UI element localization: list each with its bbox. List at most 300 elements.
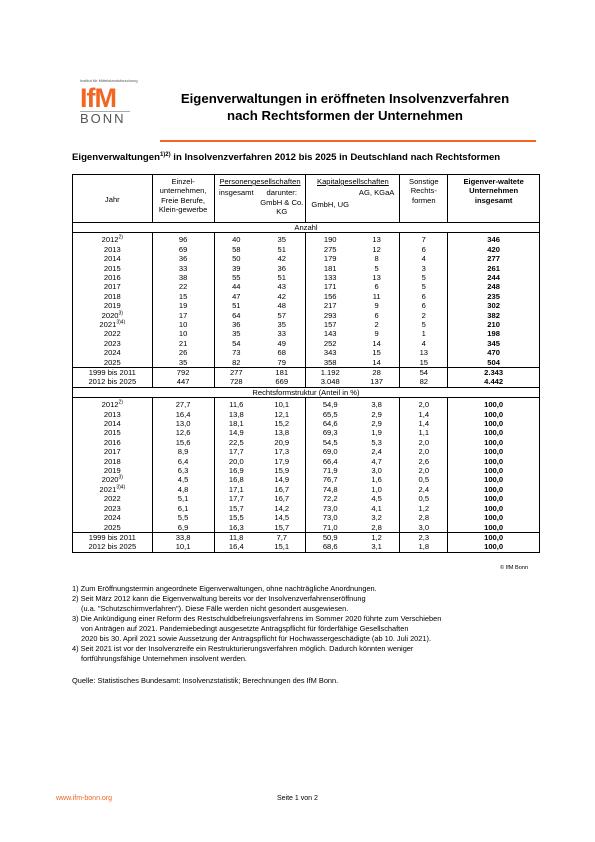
cell-sonstige: 2,8 bbox=[400, 513, 448, 522]
table-row bbox=[73, 494, 540, 503]
footnote: 3) Die Ankündigung einer Reform des Restschuldbefreiungsverfahrens im Sommer 2020 führte zum Verschieben bbox=[72, 614, 442, 623]
cell-personen-gmbh-co: 14,9 bbox=[258, 475, 306, 484]
cell-einzel: 22 bbox=[152, 282, 214, 291]
cell-kapital-gmbh-ug: 71,0 bbox=[322, 522, 338, 532]
footnote: 1) Zum Eröffnungstermin angeordnete Eigenverwaltungen, ohne nachträgliche Anordnungen. bbox=[72, 584, 377, 593]
cell-kapital-ag-kgaa: 1,6 bbox=[354, 475, 400, 484]
cell-personen-insgesamt: 728 bbox=[214, 377, 258, 387]
year-cell: 1999 bis 2011 bbox=[73, 368, 153, 378]
cell-total: 504 bbox=[448, 358, 540, 368]
table-row bbox=[73, 447, 540, 456]
cell-kapital-ag-kgaa: 3,0 bbox=[354, 466, 400, 475]
cell-kapital-gmbh-ug: 252 bbox=[323, 338, 337, 348]
cell-sonstige: 2,0 bbox=[400, 466, 448, 475]
cell-einzel: 13,0 bbox=[152, 419, 214, 428]
cell-einzel: 6,3 bbox=[152, 466, 214, 475]
cell-personen-gmbh-co: 42 bbox=[258, 292, 306, 301]
cell-kapital-ag-kgaa: 2,8 bbox=[354, 523, 400, 533]
cell-kapital-ag-kgaa: 4,1 bbox=[354, 504, 400, 513]
cell-personen-insgesamt: 16,4 bbox=[214, 542, 258, 552]
cell-total: 100,0 bbox=[448, 438, 540, 447]
cell-personen-gmbh-co: 33 bbox=[258, 329, 306, 338]
cell-sonstige: 5 bbox=[400, 320, 448, 329]
cell-sonstige: 1,2 bbox=[400, 504, 448, 513]
cell-personen-gmbh-co: 15,1 bbox=[258, 542, 306, 552]
cell-sonstige: 5 bbox=[400, 273, 448, 282]
cell-personen-gmbh-co: 16,7 bbox=[258, 485, 306, 494]
cell-personen-insgesamt: 17,7 bbox=[228, 447, 244, 457]
cell-kapital-gmbh-ug: 69,3 bbox=[322, 428, 338, 438]
cell-personen-gmbh-co: 35 bbox=[258, 233, 306, 245]
cell-total: 100,0 bbox=[448, 447, 540, 456]
year-cell: 2012 bis 2025 bbox=[73, 542, 153, 552]
cell-total: 100,0 bbox=[448, 419, 540, 428]
header-kapital: Kapitalgesellschaften bbox=[306, 175, 400, 187]
year-cell: 2020$^{3)}$ bbox=[73, 311, 153, 320]
logo-ifm-text: IfM bbox=[80, 83, 116, 113]
year-cell: 2013 bbox=[73, 410, 153, 419]
section-label: Rechtsformstruktur (Anteil in %) bbox=[73, 387, 540, 397]
cell-sonstige: 7 bbox=[400, 233, 448, 245]
year-cell: 2022 bbox=[73, 329, 153, 338]
cell-kapital-gmbh-ug: 69,0 bbox=[322, 447, 338, 457]
cell-sonstige: 2,0 bbox=[400, 447, 448, 456]
cell-personen-insgesamt: 20,0 bbox=[228, 456, 244, 466]
cell-kapital-gmbh-ug: 358 bbox=[323, 357, 337, 367]
cell-personen-insgesamt: 22,5 bbox=[228, 437, 244, 447]
cell-sonstige: 15 bbox=[400, 358, 448, 368]
logo-bonn-text: BONN bbox=[80, 111, 130, 125]
cell-kapital-gmbh-ug: 3.048 bbox=[306, 377, 354, 387]
table-row bbox=[73, 320, 540, 329]
year-cell: 2012$^{2)}$ bbox=[73, 233, 153, 245]
cell-einzel: 15 bbox=[152, 292, 214, 301]
cell-einzel: 10,1 bbox=[152, 542, 214, 552]
cell-kapital-gmbh-ug: 181 bbox=[323, 263, 337, 273]
cell-total: 100,0 bbox=[448, 513, 540, 522]
total-row bbox=[73, 377, 540, 387]
cell-personen-gmbh-co: 79 bbox=[258, 358, 306, 368]
cell-kapital-ag-kgaa: 5,3 bbox=[354, 438, 400, 447]
cell-kapital-ag-kgaa: 8 bbox=[354, 254, 400, 263]
table-row bbox=[73, 233, 540, 245]
cell-kapital-gmbh-ug: 143 bbox=[323, 329, 337, 339]
cell-personen-insgesamt: 15,5 bbox=[228, 513, 244, 523]
cell-total: 346 bbox=[448, 233, 540, 245]
cell-personen-insgesamt: 64 bbox=[232, 310, 241, 320]
table-row bbox=[73, 485, 540, 494]
cell-sonstige: 2 bbox=[400, 311, 448, 320]
cell-kapital-ag-kgaa: 28 bbox=[354, 368, 400, 378]
cell-sonstige: 54 bbox=[400, 368, 448, 378]
cell-einzel: 16,4 bbox=[152, 410, 214, 419]
cell-personen-insgesamt: 47 bbox=[232, 291, 241, 301]
cell-kapital-gmbh-ug: 65,5 bbox=[322, 409, 338, 419]
section-label: Anzahl bbox=[73, 222, 540, 232]
header-einzel: Einzel-unternehmen, Freie Berufe, Klein-gewerbe bbox=[152, 175, 214, 223]
year-cell: 2016 bbox=[73, 273, 153, 282]
cell-kapital-gmbh-ug: 54,5 bbox=[322, 437, 338, 447]
cell-kapital-ag-kgaa: 3,8 bbox=[354, 398, 400, 410]
cell-personen-insgesamt: 277 bbox=[214, 368, 258, 378]
table-row bbox=[73, 466, 540, 475]
cell-kapital-ag-kgaa: 13 bbox=[354, 273, 400, 282]
cell-sonstige: 6 bbox=[400, 292, 448, 301]
cell-personen-gmbh-co: 43 bbox=[258, 282, 306, 291]
cell-einzel: 4,8 bbox=[152, 485, 214, 494]
year-cell: 2013 bbox=[73, 245, 153, 254]
year-cell: 2025 bbox=[73, 358, 153, 368]
year-cell: 2023 bbox=[73, 339, 153, 348]
cell-sonstige: 1,4 bbox=[400, 410, 448, 419]
cell-kapital-gmbh-ug: 190 bbox=[323, 235, 337, 245]
cell-personen-gmbh-co: 42 bbox=[258, 254, 306, 263]
cell-einzel: 15,6 bbox=[152, 438, 214, 447]
cell-einzel: 35 bbox=[152, 358, 214, 368]
table-row bbox=[73, 419, 540, 428]
cell-kapital-ag-kgaa: 14 bbox=[354, 358, 400, 368]
cell-kapital-gmbh-ug: 343 bbox=[323, 348, 337, 358]
cell-einzel: 36 bbox=[152, 254, 214, 263]
cell-total: 210 bbox=[448, 320, 540, 329]
cell-personen-gmbh-co: 669 bbox=[258, 377, 306, 387]
cell-total: 100,0 bbox=[448, 485, 540, 494]
cell-kapital-ag-kgaa: 5 bbox=[354, 264, 400, 273]
cell-kapital-ag-kgaa: 3,2 bbox=[354, 513, 400, 522]
total-row bbox=[73, 532, 540, 542]
cell-total: 420 bbox=[448, 245, 540, 254]
table-row bbox=[73, 282, 540, 291]
cell-einzel: 27,7 bbox=[152, 398, 214, 410]
cell-sonstige: 1 bbox=[400, 329, 448, 338]
cell-sonstige: 5 bbox=[400, 282, 448, 291]
year-cell: 2019 bbox=[73, 466, 153, 475]
copyright: © IfM Bonn bbox=[500, 565, 529, 571]
cell-einzel: 96 bbox=[152, 233, 214, 245]
total-row bbox=[73, 542, 540, 552]
table-row bbox=[73, 301, 540, 310]
table-row bbox=[73, 398, 540, 410]
cell-einzel: 10 bbox=[152, 329, 214, 338]
cell-total: 235 bbox=[448, 292, 540, 301]
footnotes bbox=[72, 584, 542, 664]
cell-personen-insgesamt: 13,8 bbox=[228, 409, 244, 419]
table-row bbox=[73, 348, 540, 357]
table-row bbox=[73, 245, 540, 254]
cell-kapital-gmbh-ug: 73,0 bbox=[322, 503, 338, 513]
table-row bbox=[73, 358, 540, 368]
cell-einzel: 21 bbox=[152, 339, 214, 348]
cell-sonstige: 3 bbox=[400, 264, 448, 273]
cell-kapital-gmbh-ug: 179 bbox=[323, 254, 337, 264]
cell-personen-insgesamt: 39 bbox=[232, 263, 241, 273]
cell-kapital-ag-kgaa: 4,7 bbox=[354, 457, 400, 466]
cell-einzel: 6,1 bbox=[152, 504, 214, 513]
cell-total: 100,0 bbox=[448, 475, 540, 484]
cell-einzel: 447 bbox=[152, 377, 214, 387]
header-insgesamt: insgesamt bbox=[214, 186, 258, 222]
table-row bbox=[73, 457, 540, 466]
cell-total: 248 bbox=[448, 282, 540, 291]
cell-personen-insgesamt: 11,8 bbox=[214, 532, 258, 542]
cell-kapital-gmbh-ug: 74,8 bbox=[322, 484, 338, 494]
table-row bbox=[73, 264, 540, 273]
table-row bbox=[73, 438, 540, 447]
cell-personen-gmbh-co: 36 bbox=[258, 264, 306, 273]
year-cell: 2012 bis 2025 bbox=[73, 377, 153, 387]
cell-sonstige: 6 bbox=[400, 301, 448, 310]
cell-personen-insgesamt: 17,1 bbox=[228, 484, 244, 494]
header-ag-kgaa: AG, KGaA bbox=[354, 186, 400, 222]
cell-personen-gmbh-co: 51 bbox=[258, 245, 306, 254]
cell-personen-gmbh-co: 20,9 bbox=[258, 438, 306, 447]
cell-personen-gmbh-co: 7,7 bbox=[258, 532, 306, 542]
year-cell: 2012$^{2)}$ bbox=[73, 398, 153, 410]
cell-personen-gmbh-co: 181 bbox=[258, 368, 306, 378]
cell-total: 277 bbox=[448, 254, 540, 263]
logo-institute-text: Institut für Mittelstandsforschung bbox=[80, 78, 138, 83]
cell-sonstige: 3,0 bbox=[400, 523, 448, 533]
cell-total: 100,0 bbox=[448, 398, 540, 410]
cell-sonstige: 4 bbox=[400, 254, 448, 263]
cell-total: 100,0 bbox=[448, 428, 540, 437]
year-cell: 1999 bis 2011 bbox=[73, 532, 153, 542]
insolvency-table bbox=[72, 174, 540, 553]
cell-personen-gmbh-co: 48 bbox=[258, 301, 306, 310]
table-row bbox=[73, 410, 540, 419]
cell-kapital-ag-kgaa: 2,4 bbox=[354, 447, 400, 456]
year-cell: 2018 bbox=[73, 457, 153, 466]
ifm-logo bbox=[80, 78, 144, 134]
cell-personen-insgesamt: 58 bbox=[232, 244, 241, 254]
cell-kapital-gmbh-ug: 157 bbox=[323, 319, 337, 329]
cell-total: 345 bbox=[448, 339, 540, 348]
footnote-continuation: von Anträgen auf 2021. Pandemiebedingt ausgesetzte Antragspflicht für förderfähige Gesellschaften bbox=[81, 624, 409, 633]
table-row bbox=[73, 523, 540, 533]
year-cell: 2020$^{3)}$ bbox=[73, 475, 153, 484]
year-cell: 2017 bbox=[73, 447, 153, 456]
year-cell: 2024 bbox=[73, 348, 153, 357]
table-caption: Eigenverwaltungen$^{1)2)}$ in Insolvenzverfahren 2012 bis 2025 in Deutschland nach Rechtsformen bbox=[72, 152, 501, 164]
cell-kapital-ag-kgaa: 14 bbox=[354, 339, 400, 348]
footnote-continuation: 2020 bis 30. April 2021 sowie Aussetzung der Antragspflicht für Hochwassergeschädigte (ab 10. Juli 2021). bbox=[81, 634, 432, 643]
cell-einzel: 8,9 bbox=[152, 447, 214, 456]
cell-einzel: 33,8 bbox=[152, 532, 214, 542]
cell-kapital-gmbh-ug: 73,0 bbox=[322, 513, 338, 523]
cell-personen-gmbh-co: 16,7 bbox=[258, 494, 306, 503]
cell-total: 100,0 bbox=[448, 466, 540, 475]
cell-sonstige: 1,8 bbox=[400, 542, 448, 552]
header-personen: Personengesellschaften bbox=[214, 175, 306, 187]
cell-personen-insgesamt: 50 bbox=[232, 254, 241, 264]
title-line-1: Eigenverwaltungen in eröffneten Insolvenzverfahren bbox=[180, 91, 510, 106]
cell-total: 198 bbox=[448, 329, 540, 338]
cell-total: 100,0 bbox=[448, 457, 540, 466]
page-title bbox=[160, 90, 530, 124]
table-row bbox=[73, 273, 540, 282]
table-row bbox=[73, 292, 540, 301]
cell-kapital-gmbh-ug: 133 bbox=[323, 272, 337, 282]
cell-kapital-gmbh-ug: 76,7 bbox=[322, 475, 338, 485]
table-row bbox=[73, 428, 540, 437]
title-rule bbox=[160, 140, 536, 142]
footnote: 4) Seit 2021 ist vor der Insolvenzreife ein Restrukturierungsverfahren möglich. Dadurch könnten weniger bbox=[72, 644, 414, 653]
cell-personen-insgesamt: 17,7 bbox=[228, 494, 244, 504]
cell-personen-insgesamt: 55 bbox=[232, 272, 241, 282]
page-number: Seite 1 von 2 bbox=[277, 795, 318, 802]
cell-personen-insgesamt: 82 bbox=[232, 357, 241, 367]
cell-kapital-ag-kgaa: 1,0 bbox=[354, 485, 400, 494]
cell-total: 100,0 bbox=[448, 532, 540, 542]
cell-personen-insgesamt: 18,1 bbox=[228, 419, 244, 429]
cell-kapital-ag-kgaa: 3,1 bbox=[354, 542, 400, 552]
cell-total: 261 bbox=[448, 264, 540, 273]
cell-sonstige: 2,3 bbox=[400, 532, 448, 542]
year-cell: 2015 bbox=[73, 428, 153, 437]
header-jahr: Jahr bbox=[73, 175, 153, 223]
cell-personen-insgesamt: 16,3 bbox=[228, 522, 244, 532]
cell-personen-insgesamt: 15,7 bbox=[228, 503, 244, 513]
cell-kapital-ag-kgaa: 13 bbox=[354, 233, 400, 245]
cell-personen-insgesamt: 16,8 bbox=[228, 475, 244, 485]
cell-kapital-ag-kgaa: 4,5 bbox=[354, 494, 400, 503]
cell-kapital-gmbh-ug: 72,2 bbox=[322, 494, 338, 504]
cell-einzel: 33 bbox=[152, 264, 214, 273]
cell-kapital-gmbh-ug: 1.192 bbox=[306, 368, 354, 378]
total-row bbox=[73, 368, 540, 378]
year-cell: 2019 bbox=[73, 301, 153, 310]
cell-personen-gmbh-co: 17,9 bbox=[258, 457, 306, 466]
cell-sonstige: 13 bbox=[400, 348, 448, 357]
cell-kapital-ag-kgaa: 6 bbox=[354, 311, 400, 320]
cell-kapital-ag-kgaa: 15 bbox=[354, 348, 400, 357]
cell-total: 2.343 bbox=[448, 368, 540, 378]
footnote: 2) Seit März 2012 kann die Eigenverwaltung bereits vor der Insolvenzverfahrenseröffnung bbox=[72, 594, 366, 603]
cell-personen-gmbh-co: 15,7 bbox=[258, 523, 306, 533]
cell-sonstige: 2,0 bbox=[400, 438, 448, 447]
year-cell: 2018 bbox=[73, 292, 153, 301]
cell-personen-gmbh-co: 15,2 bbox=[258, 419, 306, 428]
cell-kapital-gmbh-ug: 64,6 bbox=[322, 419, 338, 429]
cell-kapital-gmbh-ug: 171 bbox=[323, 282, 337, 292]
cell-total: 100,0 bbox=[448, 494, 540, 503]
cell-personen-gmbh-co: 14,2 bbox=[258, 504, 306, 513]
cell-personen-gmbh-co: 14,5 bbox=[258, 513, 306, 522]
cell-einzel: 5,1 bbox=[152, 494, 214, 503]
footnote-continuation: (u.a. "Schutzschirmverfahren"). Diese Fälle werden nicht gesondert ausgewiesen. bbox=[81, 604, 349, 613]
year-cell: $2021^{3)4)}$ bbox=[73, 485, 153, 494]
cell-total: 382 bbox=[448, 311, 540, 320]
cell-sonstige: 1,1 bbox=[400, 428, 448, 437]
cell-personen-gmbh-co: 49 bbox=[258, 339, 306, 348]
cell-personen-insgesamt: 16,9 bbox=[228, 466, 244, 476]
cell-personen-gmbh-co: 15,9 bbox=[258, 466, 306, 475]
year-cell: $2021^{3)4)}$ bbox=[73, 320, 153, 329]
table-row bbox=[73, 254, 540, 263]
header-darunter: darunter: GmbH & Co. KG bbox=[258, 186, 306, 222]
cell-einzel: 17 bbox=[152, 311, 214, 320]
cell-sonstige: 82 bbox=[400, 377, 448, 387]
cell-einzel: 69 bbox=[152, 245, 214, 254]
cell-einzel: 26 bbox=[152, 348, 214, 357]
cell-personen-insgesamt: 35 bbox=[232, 329, 241, 339]
table-row bbox=[73, 513, 540, 522]
cell-personen-insgesamt: 73 bbox=[232, 348, 241, 358]
cell-total: 100,0 bbox=[448, 504, 540, 513]
cell-kapital-ag-kgaa: 1,9 bbox=[354, 428, 400, 437]
cell-sonstige: 1,4 bbox=[400, 419, 448, 428]
cell-einzel: 6,4 bbox=[152, 457, 214, 466]
cell-total: 100,0 bbox=[448, 542, 540, 552]
cell-personen-gmbh-co: 12,1 bbox=[258, 410, 306, 419]
cell-einzel: 4,5 bbox=[152, 475, 214, 484]
cell-einzel: 792 bbox=[152, 368, 214, 378]
header-gmbh-ug: GmbH, UG bbox=[306, 186, 354, 222]
cell-sonstige: 2,0 bbox=[400, 398, 448, 410]
cell-kapital-ag-kgaa: 2,9 bbox=[354, 419, 400, 428]
cell-kapital-ag-kgaa: 11 bbox=[354, 292, 400, 301]
table-row bbox=[73, 504, 540, 513]
table-row bbox=[73, 311, 540, 320]
header-eigenverwaltete: Eigenver-waltete Unternehmen insgesamt bbox=[448, 175, 540, 223]
cell-personen-gmbh-co: 17,3 bbox=[258, 447, 306, 456]
source-note: Quelle: Statistisches Bundesamt: Insolvenzstatistik; Berechnungen des IfM Bonn. bbox=[72, 676, 339, 685]
cell-personen-insgesamt: 51 bbox=[232, 301, 241, 311]
cell-kapital-gmbh-ug: 50,9 bbox=[306, 532, 354, 542]
cell-personen-gmbh-co: 51 bbox=[258, 273, 306, 282]
title-line-2: nach Rechtsformen der Unternehmen bbox=[227, 108, 463, 123]
cell-kapital-gmbh-ug: 66,4 bbox=[322, 456, 338, 466]
footer-url[interactable]: www.ifm-bonn.org bbox=[56, 795, 113, 802]
year-cell: 2017 bbox=[73, 282, 153, 291]
year-cell: 2023 bbox=[73, 504, 153, 513]
year-cell: 2022 bbox=[73, 494, 153, 503]
table-row bbox=[73, 329, 540, 338]
cell-sonstige: 2,4 bbox=[400, 485, 448, 494]
cell-kapital-gmbh-ug: 275 bbox=[323, 244, 337, 254]
footnote-continuation: fortführungsfähige Unternehmen insolvent werden. bbox=[81, 654, 247, 663]
cell-total: 100,0 bbox=[448, 410, 540, 419]
cell-einzel: 19 bbox=[152, 301, 214, 310]
cell-personen-insgesamt: 44 bbox=[232, 282, 241, 292]
cell-kapital-ag-kgaa: 137 bbox=[354, 377, 400, 387]
cell-einzel: 12,6 bbox=[152, 428, 214, 437]
cell-total: 302 bbox=[448, 301, 540, 310]
cell-einzel: 10 bbox=[152, 320, 214, 329]
cell-personen-gmbh-co: 13,8 bbox=[258, 428, 306, 437]
cell-sonstige: 2,6 bbox=[400, 457, 448, 466]
cell-total: 4.442 bbox=[448, 377, 540, 387]
cell-personen-gmbh-co: 10,1 bbox=[258, 398, 306, 410]
cell-total: 244 bbox=[448, 273, 540, 282]
cell-kapital-ag-kgaa: 2,9 bbox=[354, 410, 400, 419]
table-row bbox=[73, 339, 540, 348]
table-row bbox=[73, 475, 540, 484]
cell-total: 100,0 bbox=[448, 523, 540, 533]
cell-kapital-ag-kgaa: 1,2 bbox=[354, 532, 400, 542]
cell-einzel: 5,5 bbox=[152, 513, 214, 522]
cell-kapital-gmbh-ug: 217 bbox=[323, 301, 337, 311]
cell-sonstige: 0,5 bbox=[400, 494, 448, 503]
cell-kapital-gmbh-ug: 54,9 bbox=[322, 400, 338, 410]
cell-personen-insgesamt: 11,6 bbox=[229, 400, 244, 410]
cell-kapital-ag-kgaa: 2 bbox=[354, 320, 400, 329]
cell-sonstige: 6 bbox=[400, 245, 448, 254]
cell-kapital-gmbh-ug: 68,6 bbox=[306, 542, 354, 552]
year-cell: 2024 bbox=[73, 513, 153, 522]
cell-kapital-ag-kgaa: 6 bbox=[354, 282, 400, 291]
year-cell: 2025 bbox=[73, 523, 153, 533]
